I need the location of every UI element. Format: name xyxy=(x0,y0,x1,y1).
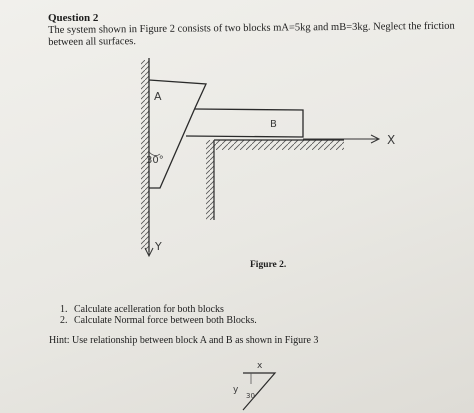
ground-support xyxy=(206,140,344,220)
task-list xyxy=(60,304,257,326)
task-item xyxy=(60,304,257,315)
figure-2-caption: Figure 2. xyxy=(250,260,287,270)
question-title: Question 2 xyxy=(48,12,99,24)
task-number: 2. xyxy=(60,315,68,326)
x-axis-label: X xyxy=(387,133,396,147)
block-b-bar xyxy=(186,109,303,137)
y-axis-label: Y xyxy=(155,240,162,253)
task-number: 1. xyxy=(60,304,68,315)
task-item xyxy=(60,315,257,326)
block-a-label: A xyxy=(154,90,162,103)
angle-label: 30° xyxy=(146,155,164,166)
figure-3-y-label: y xyxy=(233,385,239,395)
task-text: Calculate acelleration for both blocks xyxy=(74,304,224,315)
task-text: Calculate Normal force between both Blocks. xyxy=(74,315,257,326)
question-text: The system shown in Figure 2 consists of two blocks mA=5kg and mB=3kg. Neglect the friction between all surfaces. xyxy=(48,20,455,48)
hint-text: Hint: Use relationship between block A and B as shown in Figure 3 xyxy=(49,335,319,346)
figure-3-x-label: x xyxy=(257,361,263,371)
figure-3-angle-label: 30 xyxy=(246,392,255,400)
block-b-label: B xyxy=(270,119,277,130)
